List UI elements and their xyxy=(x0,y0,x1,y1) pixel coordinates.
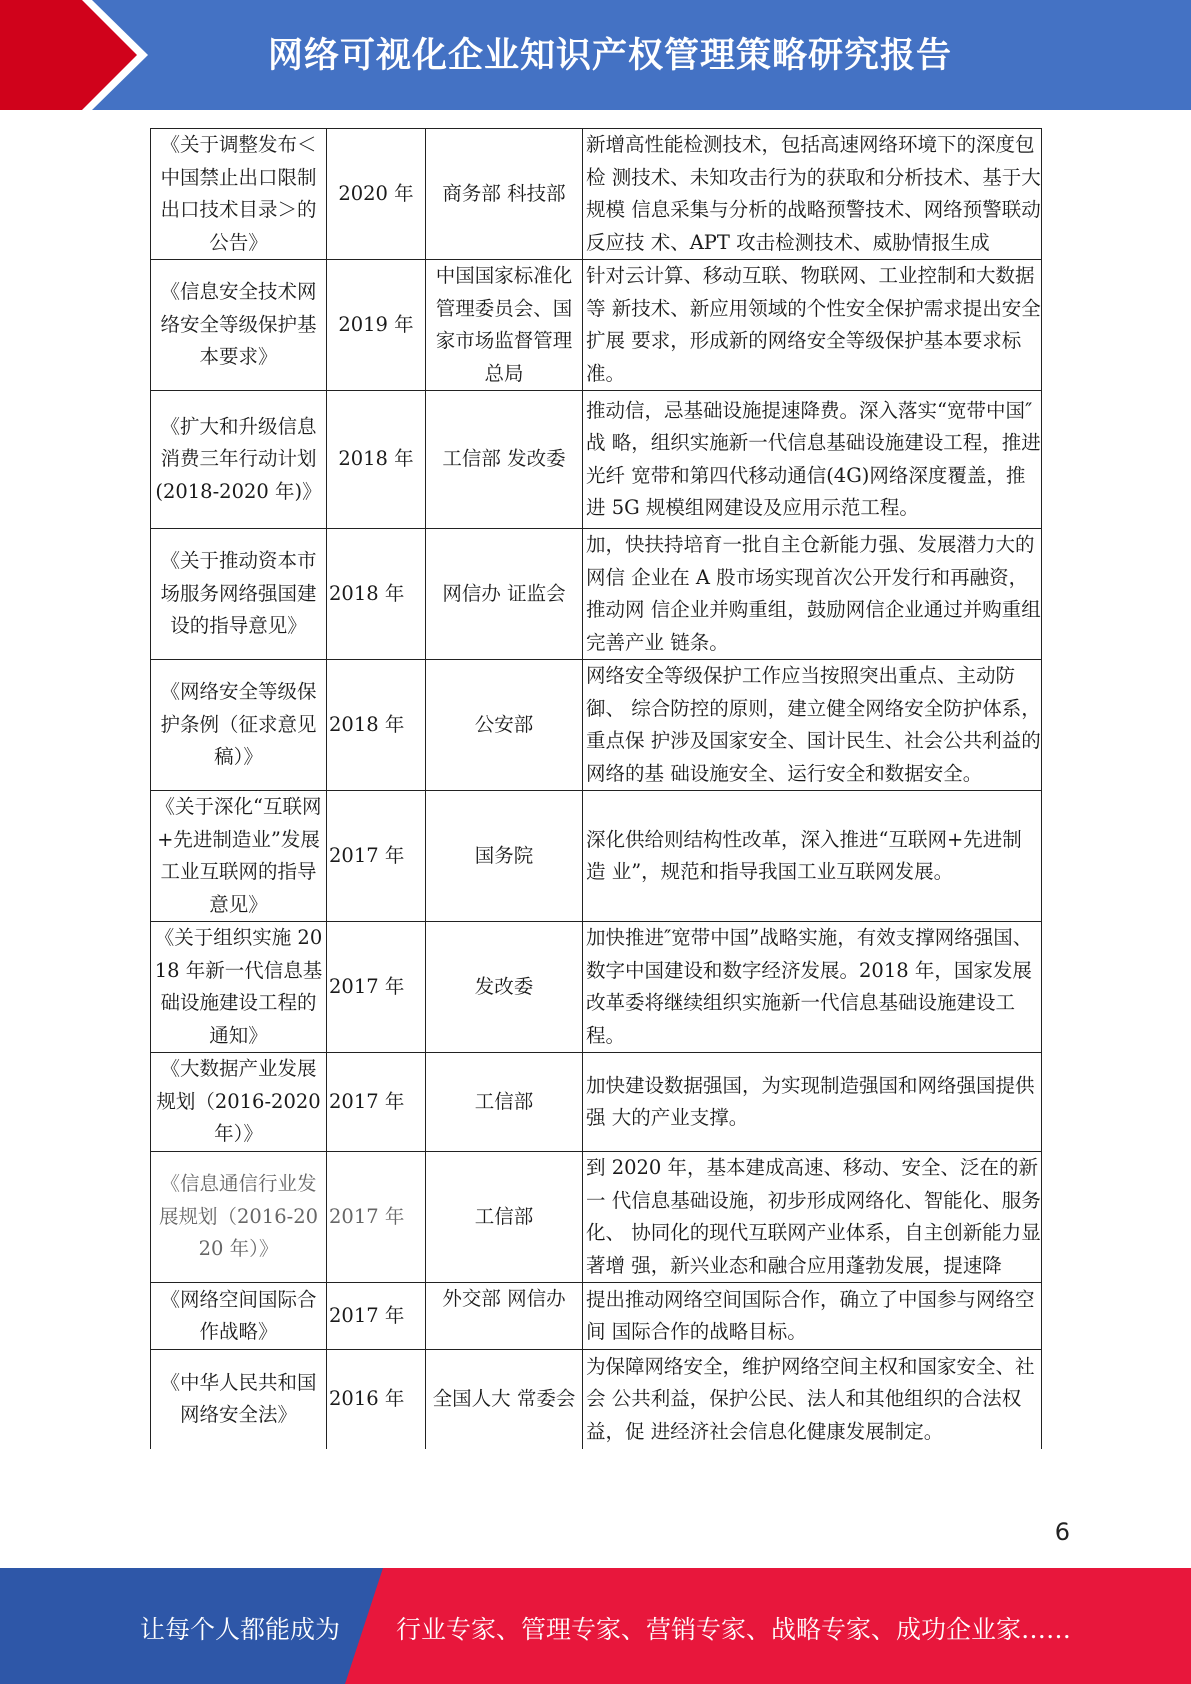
table-row xyxy=(151,391,1042,529)
header-red-arrow xyxy=(0,0,160,110)
description-cell: 加快推进″宽带中国”战略实施，有效支撑网络强国、数字中国建设和数字经济发展。2018 年，国家发展改革委将继续组织实施新一代信息基础设施建设工程。 xyxy=(583,922,1042,1053)
description-cell: 提出推动网络空间国际合作，确立了中国参与网络空间 国际合作的战略目标。 xyxy=(583,1283,1042,1350)
department-cell: 商务部 科技部 xyxy=(426,129,583,260)
year-cell: 2019 年 xyxy=(327,260,426,391)
department-cell: 网信办 证监会 xyxy=(426,529,583,660)
description-cell: 为保障网络安全，维护网络空间主权和国家安全、社会 公共利益，保护公民、法人和其他组织的合法权益，促 进经济社会信息化健康发展制定。 xyxy=(583,1350,1042,1449)
table-row xyxy=(151,529,1042,660)
page-number: 6 xyxy=(1054,1518,1070,1546)
policy-name-cell: 《关于推动资本市场服务网络强国建设的指导意见》 xyxy=(151,529,327,660)
footer-slogan-right: 行业专家、管理专家、营销专家、战略专家、成功企业家…… xyxy=(396,1615,1072,1644)
table-row xyxy=(151,660,1042,791)
department-cell: 工信部 发改委 xyxy=(426,391,583,529)
policy-table xyxy=(150,128,1042,1449)
table-row xyxy=(151,1053,1042,1152)
year-cell: 2018 年 xyxy=(327,391,426,529)
policy-name-cell: 《关于组织实施 2018 年新一代信息基础设施建设工程的通知》 xyxy=(151,922,327,1053)
description-cell: 加快建设数据强国，为实现制造强国和网络强国提供强 大的产业支撑。 xyxy=(583,1053,1042,1152)
policy-name-cell: 《网络空间国际合作战略》 xyxy=(151,1283,327,1350)
year-cell: 2017 年 xyxy=(327,1283,426,1350)
year-cell: 2017 年 xyxy=(327,922,426,1053)
department-cell: 工信部 xyxy=(426,1053,583,1152)
year-cell: 2017 年 xyxy=(327,1053,426,1152)
policy-name-cell: 《中华人民共和国网络安全法》 xyxy=(151,1350,327,1449)
page-header xyxy=(0,0,1191,110)
department-cell: 国务院 xyxy=(426,791,583,922)
policy-name-cell: 《信息安全技术网络安全等级保护基本要求》 xyxy=(151,260,327,391)
department-cell: 工信部 xyxy=(426,1152,583,1283)
year-cell: 2018 年 xyxy=(327,529,426,660)
policy-name-cell: 《扩大和升级信息消费三年行动计划(2018-2020 年)》 xyxy=(151,391,327,529)
department-cell: 全国人大 常委会 xyxy=(426,1350,583,1449)
policy-name-cell: 《关于调整发布＜中国禁止出口限制出口技术目录＞的公告》 xyxy=(151,129,327,260)
description-cell: 网络安全等级保护工作应当按照突出重点、主动防御、 综合防控的原则，建立健全网络安全防护体系，重点保 护涉及国家安全、国计民生、社会公共利益的网络的基 础设施安全、运行安全和数据安全。 xyxy=(583,660,1042,791)
table-row xyxy=(151,791,1042,922)
year-cell: 2020 年 xyxy=(327,129,426,260)
year-cell: 2017 年 xyxy=(327,791,426,922)
table-row xyxy=(151,260,1042,391)
table-row xyxy=(151,1283,1042,1350)
department-cell: 外交部 网信办 xyxy=(426,1283,583,1350)
department-cell: 发改委 xyxy=(426,922,583,1053)
description-cell: 推动信，忌基础设施提速降费。深入落实“宽带中国″战 略，组织实施新一代信息基础设施建设工程，推进光纤 宽带和第四代移动通信(4G)网络深度覆盖，推进 5G 规模组网建设及应用示范工程。 xyxy=(583,391,1042,529)
policy-name-cell: 《关于深化“互联网+先进制造业”发展工业互联网的指导意见》 xyxy=(151,791,327,922)
description-cell: 新增高性能检测技术，包括高速网络环境下的深度包检 测技术、未知攻击行为的获取和分析技术、基于大规模 信息采集与分析的战略预警技术、网络预警联动反应技 术、APT 攻击检测技术、威胁情报生成 xyxy=(583,129,1042,260)
page-title: 网络可视化企业知识产权管理策略研究报告 xyxy=(267,36,952,76)
page-footer xyxy=(0,1568,1191,1684)
footer-slogan-left: 让每个人都能成为 xyxy=(140,1615,341,1644)
policy-name-cell: 《信息通信行业发展规划（2016-2020 年）》 xyxy=(151,1152,327,1283)
department-cell: 中国国家标准化管理委员会、国家市场监督管理总局 xyxy=(426,260,583,391)
year-cell: 2017 年 xyxy=(327,1152,426,1283)
description-cell: 深化供给则结构性改革，深入推进“互联网+先进制造 业”，规范和指导我国工业互联网发展。 xyxy=(583,791,1042,922)
table-row xyxy=(151,129,1042,260)
table-row xyxy=(151,922,1042,1053)
description-cell: 到 2020 年，基本建成高速、移动、安全、泛在的新一 代信息基础设施，初步形成网络化、智能化、服务化、 协同化的现代互联网产业体系，自主创新能力显著增 强，新兴业态和融合应用蓬勃发展，提速降 xyxy=(583,1152,1042,1283)
table-row xyxy=(151,1350,1042,1449)
description-cell: 针对云计算、移动互联、物联网、工业控制和大数据等 新技术、新应用领域的个性安全保护需求提出安全扩展 要求，形成新的网络安全等级保护基本要求标准。 xyxy=(583,260,1042,391)
year-cell: 2018 年 xyxy=(327,660,426,791)
policy-name-cell: 《大数据产业发展规划（2016-2020 年）》 xyxy=(151,1053,327,1152)
department-cell: 公安部 xyxy=(426,660,583,791)
table-row xyxy=(151,1152,1042,1283)
year-cell: 2016 年 xyxy=(327,1350,426,1449)
policy-name-cell: 《网络安全等级保护条例（征求意见稿）》 xyxy=(151,660,327,791)
description-cell: 加，快扶持培育一批自主仓新能力强、发展潜力大的网信 企业在 A 股市场实现首次公开发行和再融资，推动网 信企业并购重组，鼓励网信企业通过并购重组完善产业 链条。 xyxy=(583,529,1042,660)
